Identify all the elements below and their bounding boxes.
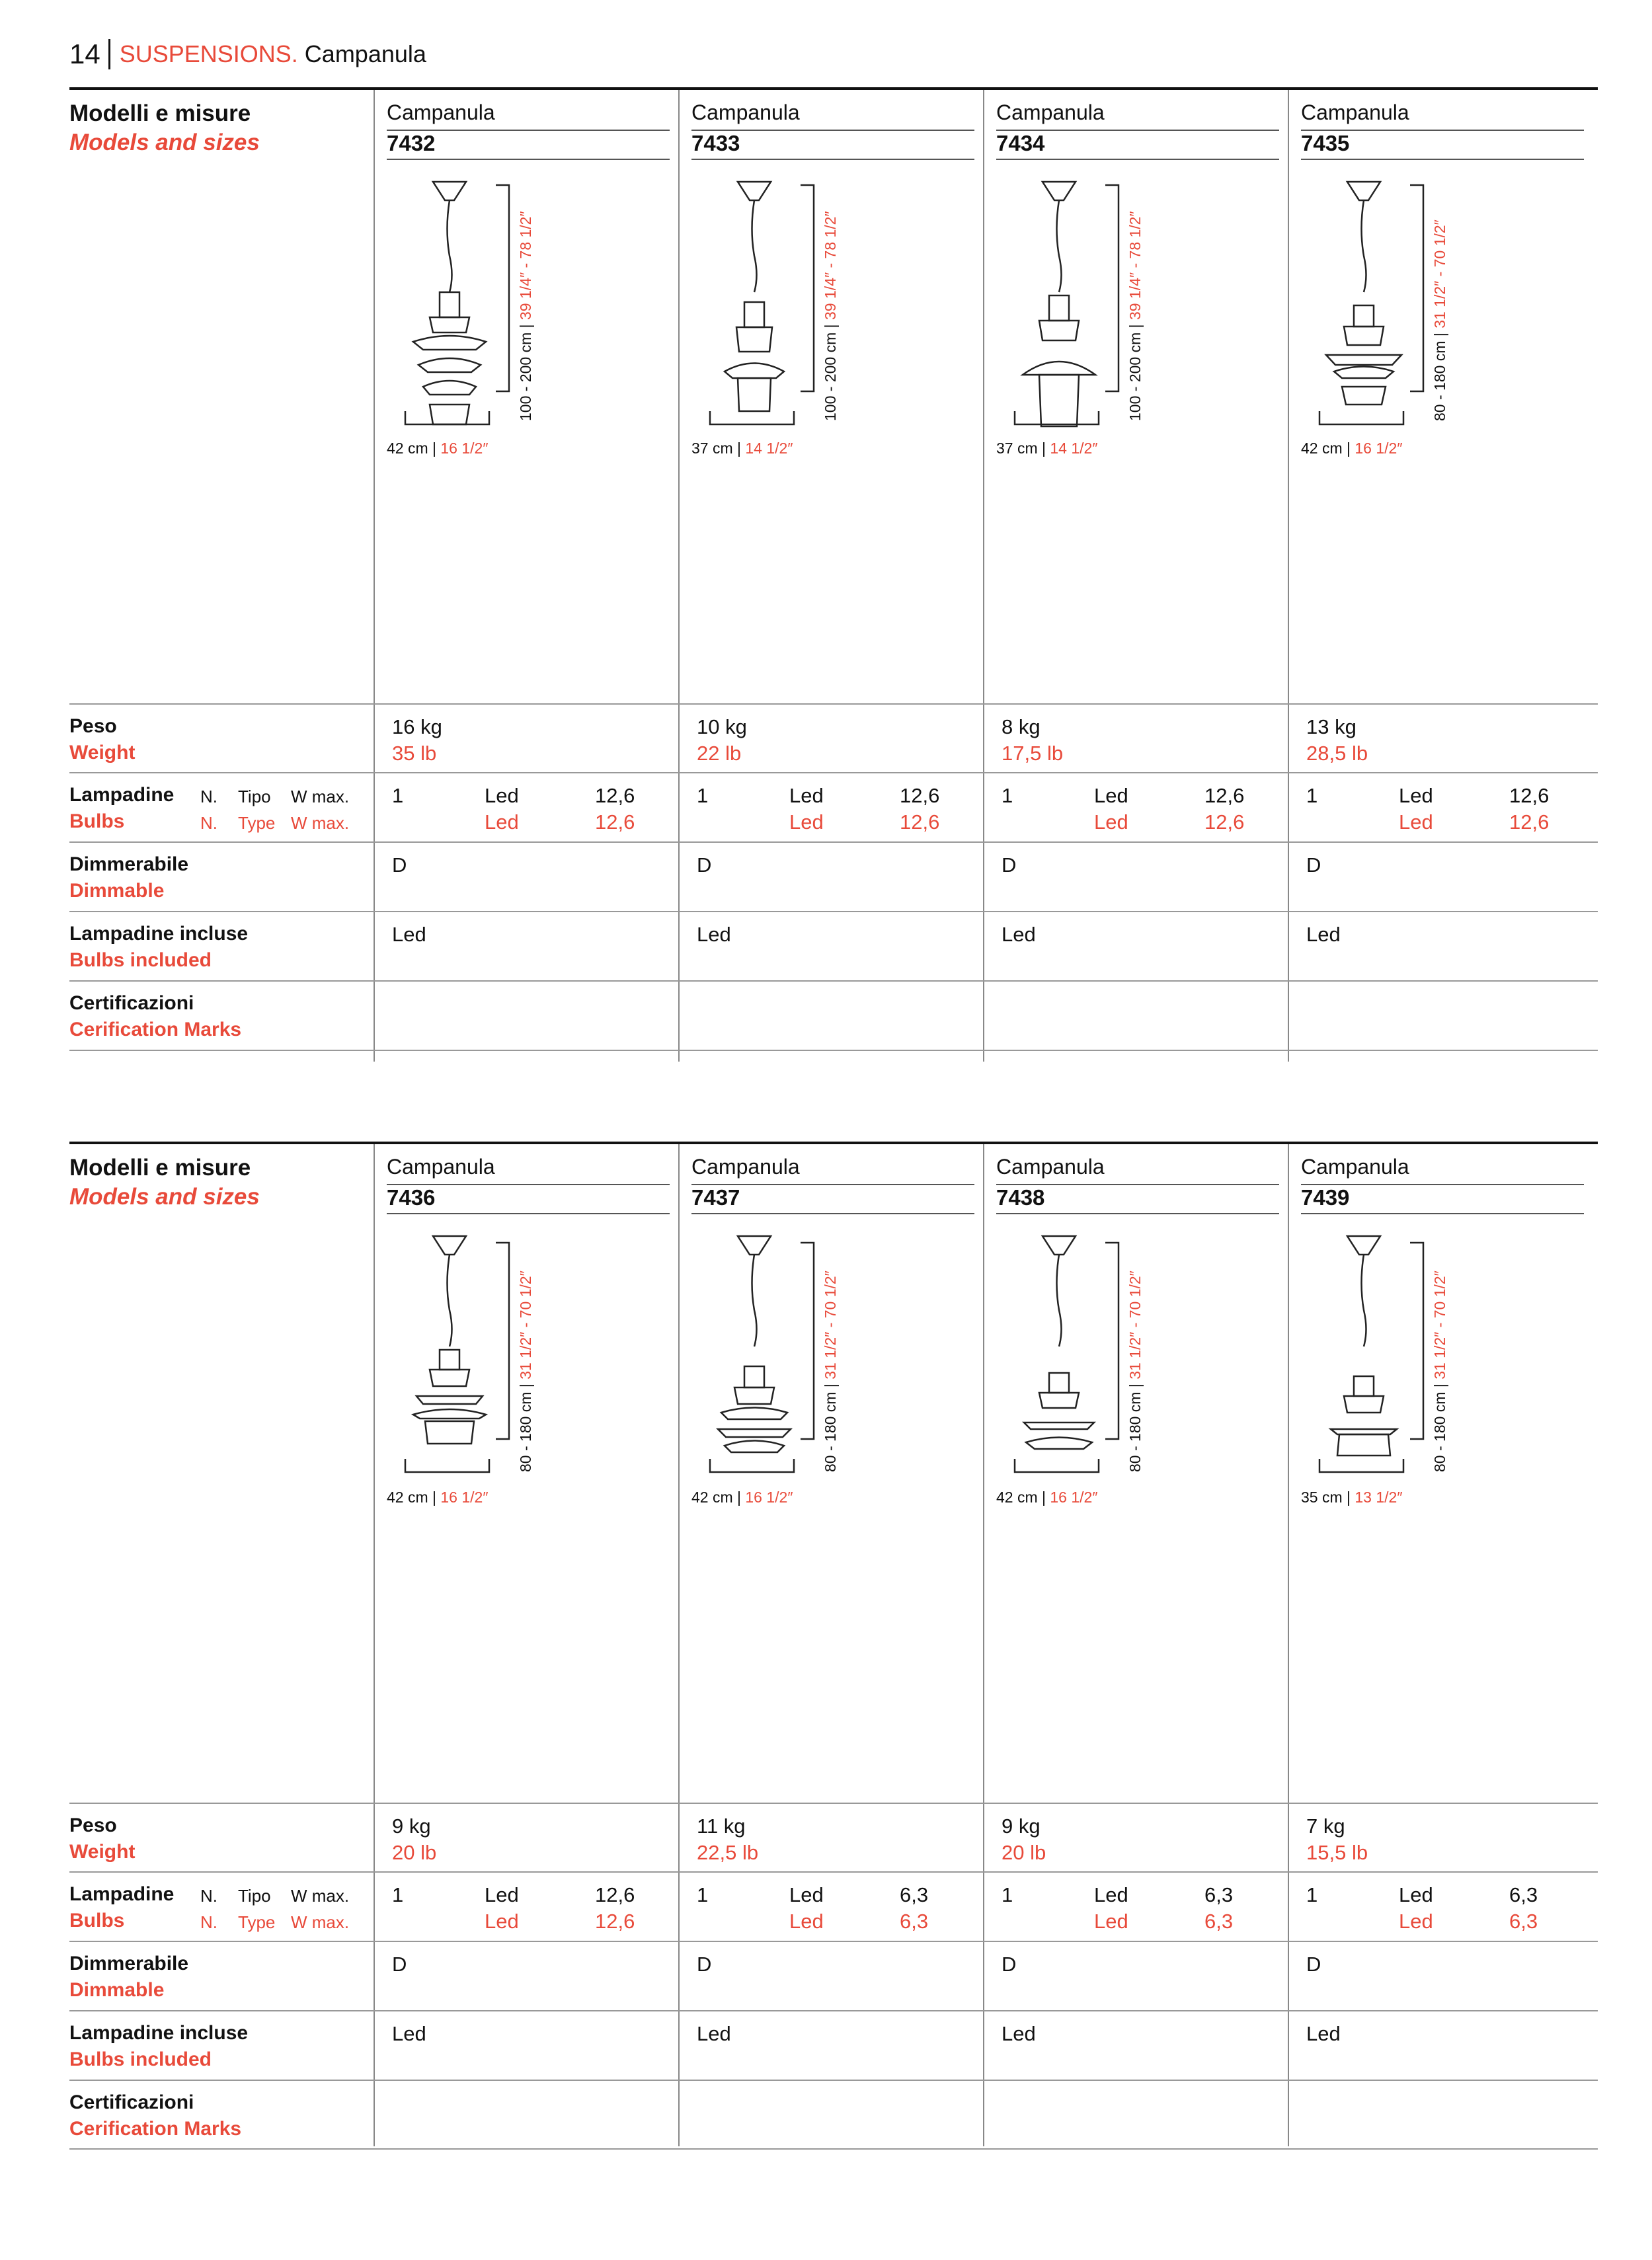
height-in: 39 1/4″ - 78 1/2″ bbox=[517, 211, 534, 320]
row-label-dimmable: Dimmerabile bbox=[69, 1953, 189, 1974]
dimmable-value: D bbox=[1002, 1953, 1017, 1976]
height-cm: 80 - 180 cm | bbox=[1431, 332, 1448, 421]
dimmable-value: D bbox=[1306, 1953, 1321, 1976]
height-in: 31 1/2″ - 70 1/2″ bbox=[517, 1270, 534, 1380]
height-cm: 80 - 180 cm | bbox=[517, 1383, 534, 1472]
width-label bbox=[1301, 440, 1402, 457]
width-label bbox=[996, 1489, 1097, 1506]
height-label bbox=[1126, 211, 1144, 421]
lamp-drawing bbox=[1314, 176, 1413, 444]
bulb-watt-en: 6,3 bbox=[1204, 1910, 1234, 1933]
width-label bbox=[691, 1489, 793, 1506]
row-label-bulbs-included-en: Bulbs included bbox=[69, 949, 212, 971]
height-cm: 100 - 200 cm | bbox=[822, 324, 839, 421]
height-in: 31 1/2″ - 70 1/2″ bbox=[1126, 1270, 1144, 1380]
weight-kg: 10 kg bbox=[697, 715, 747, 738]
bulb-watt-en: 12,6 bbox=[900, 810, 940, 834]
bulbs-wmax-header-en: W max. bbox=[291, 813, 350, 833]
bulbs-included-value: Led bbox=[1306, 923, 1341, 946]
width-label bbox=[1301, 1489, 1402, 1506]
bulbs-included-value: Led bbox=[697, 923, 731, 946]
weight-kg: 9 kg bbox=[392, 1814, 431, 1838]
height-label bbox=[1126, 1270, 1144, 1472]
dimmable-value: D bbox=[1306, 853, 1321, 877]
row-label-weight-en: Weight bbox=[69, 742, 136, 763]
height-dimension-line bbox=[801, 183, 820, 395]
bulb-count: 1 bbox=[1306, 1883, 1318, 1906]
bulbs-wmax-header: W max. bbox=[291, 1886, 350, 1906]
bulb-watt-en: 6,3 bbox=[900, 1910, 929, 1933]
bulb-watt: 12,6 bbox=[1509, 784, 1550, 807]
models-title: Modelli e misure bbox=[69, 100, 251, 126]
row-label-dimmable: Dimmerabile bbox=[69, 853, 189, 875]
model-column bbox=[678, 87, 984, 1062]
model-rule bbox=[996, 1213, 1279, 1214]
height-dimension-line bbox=[1105, 1241, 1125, 1452]
bulb-watt-en: 12,6 bbox=[1204, 810, 1245, 834]
bulb-type: Led bbox=[1399, 784, 1433, 807]
height-label bbox=[1431, 1270, 1449, 1472]
model-column bbox=[1288, 1142, 1593, 2146]
bulb-watt: 12,6 bbox=[900, 784, 940, 807]
model-code: 7438 bbox=[996, 1185, 1045, 1210]
dimmable-value: D bbox=[392, 853, 407, 877]
row-label-weight-en: Weight bbox=[69, 1841, 136, 1863]
spec-table-2 bbox=[69, 1142, 1598, 2146]
model-code: 7432 bbox=[387, 131, 436, 155]
bulb-watt-en: 12,6 bbox=[1509, 810, 1550, 834]
width-cm: 35 cm | bbox=[1301, 1489, 1351, 1506]
model-name: Campanula bbox=[691, 1155, 800, 1179]
model-name: Campanula bbox=[1301, 1155, 1409, 1179]
bulb-type: Led bbox=[1094, 1883, 1128, 1906]
bulb-type-en: Led bbox=[1094, 810, 1128, 834]
lamp-drawing bbox=[400, 176, 499, 444]
bulb-count: 1 bbox=[392, 784, 404, 807]
height-in: 31 1/2″ - 70 1/2″ bbox=[822, 1270, 839, 1380]
weight-lb: 22 lb bbox=[697, 742, 742, 765]
weight-kg: 7 kg bbox=[1306, 1814, 1345, 1838]
row-label-dimmable-en: Dimmable bbox=[69, 880, 165, 902]
model-name: Campanula bbox=[691, 100, 800, 124]
lamp-drawing bbox=[1009, 176, 1109, 444]
width-cm: 42 cm | bbox=[1301, 440, 1351, 457]
weight-lb: 15,5 lb bbox=[1306, 1841, 1368, 1864]
bulb-type: Led bbox=[1094, 784, 1128, 807]
height-in: 31 1/2″ - 70 1/2″ bbox=[1431, 1270, 1448, 1380]
height-dimension-line bbox=[1410, 183, 1430, 395]
bulb-count: 1 bbox=[697, 1883, 709, 1906]
bulb-count: 1 bbox=[697, 784, 709, 807]
bulb-type: Led bbox=[789, 1883, 824, 1906]
weight-kg: 16 kg bbox=[392, 715, 442, 738]
height-dimension-line bbox=[496, 183, 516, 395]
bulb-type-en: Led bbox=[1399, 1910, 1433, 1933]
bulbs-type-header-en: Type bbox=[238, 1912, 276, 1932]
width-label bbox=[691, 440, 793, 457]
bulbs-n-header: N. bbox=[200, 787, 217, 806]
bulb-watt: 6,3 bbox=[1509, 1883, 1538, 1906]
height-in: 39 1/4″ - 78 1/2″ bbox=[822, 211, 839, 320]
height-cm: 80 - 180 cm | bbox=[822, 1383, 839, 1472]
bulb-watt: 6,3 bbox=[900, 1883, 929, 1906]
width-label bbox=[996, 440, 1097, 457]
bulb-type: Led bbox=[485, 784, 519, 807]
row-label-weight: Peso bbox=[69, 715, 117, 737]
bulb-watt-en: 6,3 bbox=[1509, 1910, 1538, 1933]
bulb-count: 1 bbox=[1002, 1883, 1013, 1906]
row-label-dimmable-en: Dimmable bbox=[69, 1979, 165, 2001]
weight-kg: 9 kg bbox=[1002, 1814, 1041, 1838]
model-rule bbox=[387, 159, 670, 160]
weight-lb: 22,5 lb bbox=[697, 1841, 759, 1864]
bulbs-n-header-en: N. bbox=[200, 1912, 217, 1932]
width-cm: 37 cm | bbox=[691, 440, 741, 457]
models-title-en: Models and sizes bbox=[69, 130, 260, 155]
bulbs-included-value: Led bbox=[1306, 2022, 1341, 2045]
width-cm: 37 cm | bbox=[996, 440, 1046, 457]
dimmable-value: D bbox=[1002, 853, 1017, 877]
model-code: 7439 bbox=[1301, 1185, 1350, 1210]
row-label-certification-en: Cerification Marks bbox=[69, 1019, 242, 1040]
bulb-count: 1 bbox=[392, 1883, 404, 1906]
height-dimension-line bbox=[801, 1241, 820, 1452]
row-label-bulbs-included: Lampadine incluse bbox=[69, 2022, 249, 2044]
row-label-bulbs-included: Lampadine incluse bbox=[69, 923, 249, 945]
width-dimension-line bbox=[1013, 411, 1105, 431]
bulb-watt: 6,3 bbox=[1204, 1883, 1234, 1906]
weight-kg: 11 kg bbox=[697, 1814, 746, 1838]
bulb-type-en: Led bbox=[485, 810, 519, 834]
width-in: 14 1/2″ bbox=[1050, 440, 1098, 457]
width-dimension-line bbox=[403, 1459, 496, 1479]
model-column bbox=[983, 87, 1288, 1062]
weight-lb: 17,5 lb bbox=[1002, 742, 1064, 765]
width-cm: 42 cm | bbox=[996, 1489, 1046, 1506]
bulbs-included-value: Led bbox=[392, 923, 426, 946]
bulb-type-en: Led bbox=[1399, 810, 1433, 834]
spec-table-1 bbox=[69, 87, 1598, 1062]
width-dimension-line bbox=[403, 411, 496, 431]
lamp-drawing bbox=[705, 176, 804, 444]
bulbs-type-header: Tipo bbox=[238, 1886, 271, 1906]
row-label-weight: Peso bbox=[69, 1814, 117, 1836]
model-name: Campanula bbox=[996, 1155, 1105, 1179]
model-rule bbox=[691, 159, 974, 160]
bulb-watt-en: 12,6 bbox=[595, 1910, 635, 1933]
height-label bbox=[517, 1270, 535, 1472]
width-in: 14 1/2″ bbox=[745, 440, 793, 457]
width-dimension-line bbox=[1318, 1459, 1410, 1479]
weight-kg: 13 kg bbox=[1306, 715, 1357, 738]
bulb-type-en: Led bbox=[1094, 1910, 1128, 1933]
model-name: Campanula bbox=[387, 100, 495, 124]
width-in: 16 1/2″ bbox=[1050, 1489, 1098, 1506]
row-label-certification: Certificazioni bbox=[69, 992, 194, 1014]
width-cm: 42 cm | bbox=[387, 440, 436, 457]
model-column bbox=[374, 87, 679, 1062]
width-cm: 42 cm | bbox=[387, 1489, 436, 1506]
width-in: 16 1/2″ bbox=[440, 1489, 489, 1506]
bulbs-n-header-en: N. bbox=[200, 813, 217, 833]
height-cm: 80 - 180 cm | bbox=[1431, 1383, 1448, 1472]
model-name: Campanula bbox=[1301, 100, 1409, 124]
row-label-certification-en: Cerification Marks bbox=[69, 2118, 242, 2140]
page-number: 14 bbox=[69, 38, 100, 69]
bulb-type: Led bbox=[485, 1883, 519, 1906]
row-label-bulbs-en: Bulbs bbox=[69, 810, 125, 832]
model-rule bbox=[1301, 159, 1584, 160]
bulb-type-en: Led bbox=[485, 1910, 519, 1933]
bulb-type-en: Led bbox=[789, 810, 824, 834]
weight-lb: 20 lb bbox=[392, 1841, 437, 1864]
bulbs-included-value: Led bbox=[1002, 923, 1036, 946]
model-rule bbox=[996, 159, 1279, 160]
height-in: 39 1/4″ - 78 1/2″ bbox=[1126, 211, 1144, 320]
height-label bbox=[822, 211, 840, 421]
width-in: 13 1/2″ bbox=[1355, 1489, 1403, 1506]
model-code: 7436 bbox=[387, 1185, 436, 1210]
dimmable-value: D bbox=[392, 1953, 407, 1976]
model-name: Campanula bbox=[996, 100, 1105, 124]
model-code: 7433 bbox=[691, 131, 740, 155]
section-title: SUSPENSIONS. bbox=[119, 40, 298, 67]
models-title-en: Models and sizes bbox=[69, 1184, 260, 1210]
height-label bbox=[822, 1270, 840, 1472]
row-divider bbox=[69, 2148, 1598, 2150]
row-label-certification: Certificazioni bbox=[69, 2091, 194, 2113]
page-header bbox=[69, 34, 426, 74]
dimmable-value: D bbox=[697, 853, 712, 877]
width-dimension-line bbox=[1318, 411, 1410, 431]
weight-lb: 20 lb bbox=[1002, 1841, 1046, 1864]
bulb-watt: 12,6 bbox=[595, 784, 635, 807]
model-column bbox=[678, 1142, 984, 2146]
bulb-count: 1 bbox=[1002, 784, 1013, 807]
bulb-watt-en: 12,6 bbox=[595, 810, 635, 834]
bulb-type-en: Led bbox=[789, 1910, 824, 1933]
model-rule bbox=[387, 1213, 670, 1214]
height-label bbox=[517, 211, 535, 421]
bulbs-type-header-en: Type bbox=[238, 813, 276, 833]
bulbs-included-value: Led bbox=[697, 2022, 731, 2045]
model-code: 7437 bbox=[691, 1185, 740, 1210]
bulbs-n-header: N. bbox=[200, 1886, 217, 1906]
height-cm: 80 - 180 cm | bbox=[1126, 1383, 1144, 1472]
bulbs-included-value: Led bbox=[392, 2022, 426, 2045]
row-label-bulbs-en: Bulbs bbox=[69, 1910, 125, 1931]
height-dimension-line bbox=[1410, 1241, 1430, 1452]
bulb-type: Led bbox=[789, 784, 824, 807]
height-cm: 100 - 200 cm | bbox=[517, 324, 534, 421]
bulb-watt: 12,6 bbox=[595, 1883, 635, 1906]
width-dimension-line bbox=[708, 1459, 801, 1479]
row-label-bulbs-included-en: Bulbs included bbox=[69, 2048, 212, 2070]
width-label bbox=[387, 1489, 488, 1506]
width-in: 16 1/2″ bbox=[745, 1489, 793, 1506]
height-dimension-line bbox=[1105, 183, 1125, 395]
width-dimension-line bbox=[708, 411, 801, 431]
width-cm: 42 cm | bbox=[691, 1489, 741, 1506]
model-code: 7434 bbox=[996, 131, 1045, 155]
bulbs-included-value: Led bbox=[1002, 2022, 1036, 2045]
weight-lb: 35 lb bbox=[392, 742, 437, 765]
bulb-watt: 12,6 bbox=[1204, 784, 1245, 807]
height-dimension-line bbox=[496, 1241, 516, 1452]
bulbs-type-header: Tipo bbox=[238, 787, 271, 806]
model-rule bbox=[1301, 1213, 1584, 1214]
row-label-bulbs: Lampadine bbox=[69, 784, 175, 806]
models-title: Modelli e misure bbox=[69, 1155, 251, 1181]
height-cm: 100 - 200 cm | bbox=[1126, 324, 1144, 421]
model-column bbox=[1288, 87, 1593, 1062]
bulb-count: 1 bbox=[1306, 784, 1318, 807]
model-column bbox=[983, 1142, 1288, 2146]
bulb-type: Led bbox=[1399, 1883, 1433, 1906]
bulbs-wmax-header-en: W max. bbox=[291, 1912, 350, 1932]
width-dimension-line bbox=[1013, 1459, 1105, 1479]
model-name: Campanula bbox=[387, 1155, 495, 1179]
header-separator bbox=[108, 39, 110, 69]
family-title: Campanula bbox=[304, 40, 426, 67]
weight-kg: 8 kg bbox=[1002, 715, 1041, 738]
height-label bbox=[1431, 219, 1449, 421]
model-rule bbox=[691, 1213, 974, 1214]
model-column bbox=[374, 1142, 679, 2146]
bulbs-wmax-header: W max. bbox=[291, 787, 350, 806]
width-in: 16 1/2″ bbox=[440, 440, 489, 457]
model-code: 7435 bbox=[1301, 131, 1350, 155]
width-label bbox=[387, 440, 488, 457]
row-label-bulbs: Lampadine bbox=[69, 1883, 175, 1905]
width-in: 16 1/2″ bbox=[1355, 440, 1403, 457]
weight-lb: 28,5 lb bbox=[1306, 742, 1368, 765]
dimmable-value: D bbox=[697, 1953, 712, 1976]
height-in: 31 1/2″ - 70 1/2″ bbox=[1431, 219, 1448, 329]
